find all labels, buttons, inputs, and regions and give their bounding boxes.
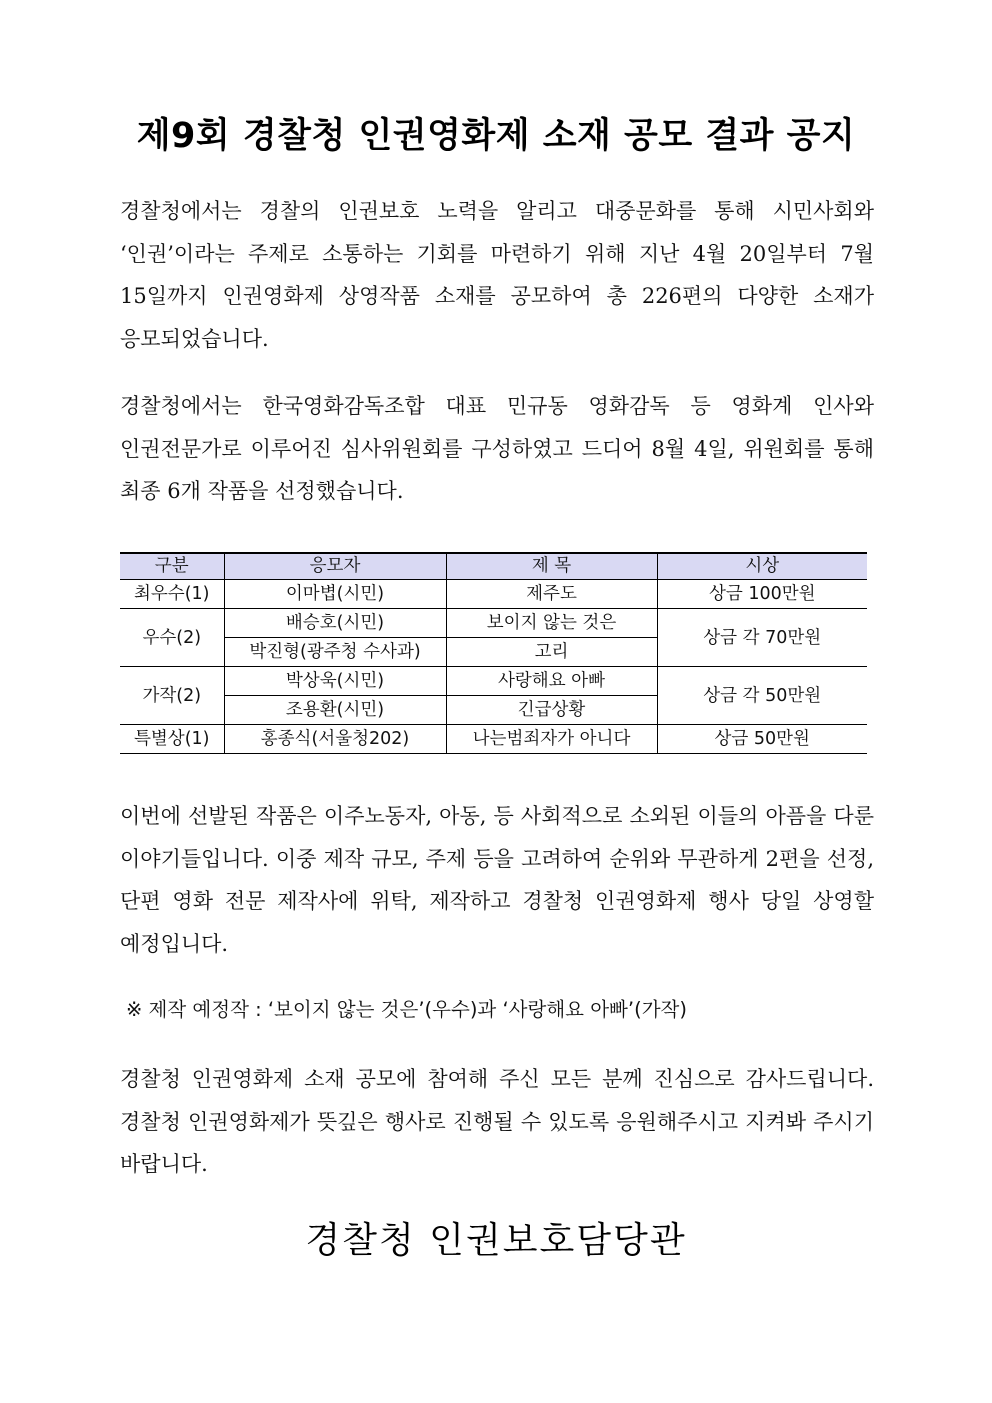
work-title-cell: 보이지 않는 것은 xyxy=(446,609,657,638)
applicant-cell: 홍종식(서울청202) xyxy=(224,725,446,754)
table-row xyxy=(120,725,867,754)
category-cell: 최우수(1) xyxy=(120,580,224,609)
intro-paragraph: 경찰청에서는 경찰의 인권보호 노력을 알리고 대중문화를 통해 시민사회와 ‘인권’이라는 주제로 소통하는 기회를 마련하기 위해 지난 4월 20일부터 7월 15일까지 인권영화제 상영작품 소재를 공모하여 총 226편의 다양한 소재가 응모되었습니다. xyxy=(120,199,874,351)
applicant-cell: 이마볍(시민) xyxy=(224,580,446,609)
category-cell: 가작(2) xyxy=(120,667,224,725)
work-title-cell: 나는범죄자가 아니다 xyxy=(446,725,657,754)
table-row xyxy=(120,580,867,609)
header-applicant: 응모자 xyxy=(224,553,446,580)
work-title-cell: 긴급상황 xyxy=(446,696,657,725)
table-row xyxy=(120,667,867,696)
results-table xyxy=(120,552,867,754)
prize-cell: 상금 각 70만원 xyxy=(657,609,867,667)
applicant-cell: 박상욱(시민) xyxy=(224,667,446,696)
description-paragraph: 이번에 선발된 작품은 이주노동자, 아동, 등 사회적으로 소외된 이들의 아픔을 다룬 이야기들입니다. 이중 제작 규모, 주제 등을 고려하여 순위와 무관하게 2편을 선정, 단편 영화 전문 제작사에 위탁, 제작하고 경찰청 인권영화제 행사 당일 상영할 예정입니다. xyxy=(120,804,874,956)
category-cell: 특별상(1) xyxy=(120,725,224,754)
selection-paragraph: 경찰청에서는 한국영화감독조합 대표 민규동 영화감독 등 영화계 인사와 인권전문가로 이루어진 심사위원회를 구성하였고 드디어 8월 4일, 위원회를 통해 최종 6개 작품을 선정했습니다. xyxy=(120,394,874,503)
work-title-cell: 사랑해요 아빠 xyxy=(446,667,657,696)
prize-cell: 상금 100만원 xyxy=(657,580,867,609)
applicant-cell: 박진형(광주청 수사과) xyxy=(224,638,446,667)
header-category: 구분 xyxy=(120,553,224,580)
prize-cell: 상금 50만원 xyxy=(657,725,867,754)
table-row xyxy=(120,609,867,638)
page-title: 제9회 경찰청 인권영화제 소재 공모 결과 공지 xyxy=(136,116,856,156)
work-title-cell: 제주도 xyxy=(446,580,657,609)
table-header-row xyxy=(120,553,867,580)
thanks-paragraph: 경찰청 인권영화제 소재 공모에 참여해 주신 모든 분께 진심으로 감사드립니다. 경찰청 인권영화제가 뜻깊은 행사로 진행될 수 있도록 응원해주시고 지켜봐 주시기 바랍니다. xyxy=(120,1067,874,1176)
prize-cell: 상금 각 50만원 xyxy=(657,667,867,725)
signature: 경찰청 인권보호담당관 xyxy=(305,1220,687,1261)
applicant-cell: 배승호(시민) xyxy=(224,609,446,638)
applicant-cell: 조용환(시민) xyxy=(224,696,446,725)
work-title-cell: 고리 xyxy=(446,638,657,667)
header-prize: 시상 xyxy=(657,553,867,580)
category-cell: 우수(2) xyxy=(120,609,224,667)
header-title: 제 목 xyxy=(446,553,657,580)
production-note: ※ 제작 예정작 : ‘보이지 않는 것은’(우수)과 ‘사랑해요 아빠’(가작) xyxy=(126,998,687,1021)
